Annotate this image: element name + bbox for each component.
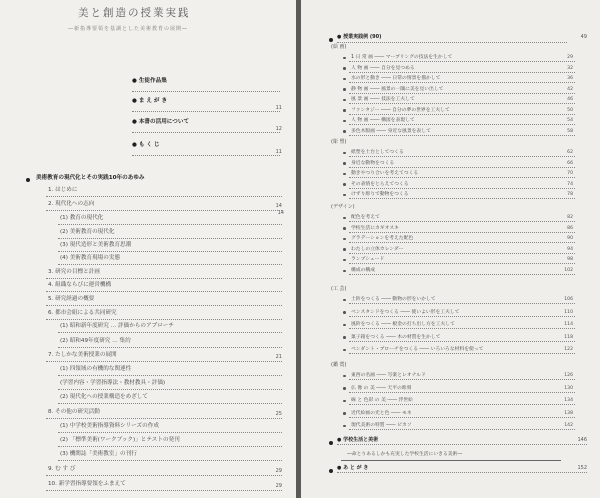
toc-entry-label: (4) 美術教育現場の実態	[60, 255, 121, 261]
bullet-dot	[343, 99, 346, 102]
leader-line	[58, 432, 282, 433]
toc-entry-label: (1) 中学校美術指導資料シリーズの作成	[60, 423, 159, 429]
bullet-dot	[343, 375, 346, 378]
bullet-dot	[343, 248, 346, 251]
leader-line	[46, 361, 282, 362]
toc-entry-page: 29	[275, 468, 282, 474]
bullet-dot	[343, 183, 346, 186]
bullet-dot	[343, 57, 346, 60]
toc-entry-label: 身近な動物をつくる	[351, 160, 395, 166]
bullet-dot	[26, 178, 30, 182]
leader-line	[349, 135, 575, 136]
right-page	[301, 0, 600, 498]
toc-entry-label: 静 物 画 ―― 風景の一隅に美を見い出して	[351, 86, 444, 92]
toc-entry-page: 29	[567, 55, 573, 60]
leader-line	[132, 91, 280, 92]
leader-line	[46, 291, 282, 292]
section-page: 152	[577, 465, 587, 471]
leader-line	[349, 93, 575, 94]
toc-entry-label: 風 景 画 ―― 技法を工夫して	[351, 97, 415, 102]
leader-line	[349, 72, 575, 73]
bullet-dot	[343, 130, 346, 133]
toc-entry-label: 水の形と動き ―― 日常の情景を描かして	[351, 76, 441, 81]
toc-group-label: (工 芸)	[331, 286, 347, 292]
toc-entry-label: 構成の構成	[351, 268, 375, 273]
leader-line	[337, 472, 587, 473]
bullet-dot	[343, 67, 346, 70]
toc-entry-label: (学習内容・学習指導法・教材教具・評価)	[60, 380, 166, 386]
front-entry-label: ● 生徒作品集	[132, 78, 167, 84]
leader-line	[46, 475, 282, 476]
toc-entry-label: その表情をとらえてつくる	[351, 181, 409, 187]
toc-entry-label: 4. 組織ならびに運営機構	[48, 282, 112, 288]
toc-entry-page: 98	[567, 257, 573, 263]
bullet-dot	[343, 387, 346, 390]
front-entry-page: 12	[275, 126, 282, 132]
toc-entry-page: 94	[567, 246, 573, 252]
section-heading: ● 授業実践例 (90)	[337, 34, 382, 40]
leader-line	[58, 238, 282, 239]
bullet-dot	[343, 78, 346, 81]
toc-entry-label: 風鈴をつくる ―― 板金の打ち出し方を工夫して	[351, 322, 455, 327]
bullet-dot	[329, 469, 333, 473]
toc-entry-label: (2) 昭和49年度研究 … 集約	[60, 338, 131, 344]
leader-line	[349, 263, 575, 264]
bullet-dot	[343, 217, 346, 220]
bullet-dot	[343, 425, 346, 428]
toc-entry-page: 66	[567, 160, 573, 166]
toc-entry-page: 106	[564, 297, 573, 302]
bullet-dot	[343, 336, 346, 339]
toc-entry-label: ペンダント・ブローチをつくる ―― いろいろな材料を使って	[351, 347, 484, 352]
toc-group-label: (彫 塑)	[331, 139, 347, 145]
toc-entry-label: 配色を考えて	[351, 215, 380, 220]
toc-entry-page: 90	[567, 236, 573, 242]
leader-line	[349, 156, 575, 157]
toc-entry-label: (2) 「標準美術(ワークブック)」とテストの発刊	[60, 437, 180, 443]
bullet-dot	[343, 259, 346, 262]
toc-entry-page: 36	[567, 76, 573, 81]
toc-entry-label: 紙塑を土台としてつくる	[351, 150, 404, 155]
leader-line	[349, 198, 575, 199]
toc-entry-page: 54	[567, 118, 573, 123]
toc-entry-page: 32	[567, 65, 573, 71]
toc-entry-label: 土鈴をつくる ―― 動物の形をいかして	[351, 297, 436, 302]
front-entry-page: 11	[275, 105, 282, 111]
leader-line	[58, 446, 282, 447]
leader-line	[58, 403, 282, 404]
toc-entry-label: グラデーションを考えた配色	[351, 236, 414, 242]
toc-group-label: (絵 画)	[331, 44, 347, 50]
leader-line	[132, 111, 280, 112]
leader-line	[46, 278, 282, 279]
bullet-dot	[343, 238, 346, 241]
toc-entry-page: 50	[567, 107, 573, 113]
toc-entry-label: ランプシェード	[351, 257, 385, 263]
toc-entry-label: (3) 機関誌「美術教室」の刊行	[60, 451, 137, 457]
toc-entry-page: 138	[564, 410, 573, 416]
leader-line	[349, 274, 575, 275]
toc-entry-label: 動きやつり合いを考えてつくる	[351, 171, 419, 177]
bullet-dot	[343, 227, 346, 230]
leader-line	[58, 332, 282, 333]
toc-entry-label: 5. 研究経過の概要	[48, 296, 95, 302]
section-page: 14	[277, 210, 284, 216]
leader-line	[46, 490, 282, 491]
toc-entry-label: 7. たしかな美術授業の展開	[48, 352, 117, 358]
toc-entry-label: 2. 現代化への志向	[48, 201, 95, 207]
leader-line	[349, 417, 575, 418]
toc-entry-page: 142	[564, 423, 573, 428]
toc-entry-label: 現代美術の特質 ―― ピカソ	[351, 423, 412, 428]
leader-line	[349, 404, 575, 405]
leader-line	[46, 418, 282, 419]
toc-entry-label: 6. 都市会組による共同研究	[48, 310, 117, 316]
bullet-dot	[343, 324, 346, 327]
toc-entry-page: 42	[567, 86, 573, 92]
front-entry-page: 11	[275, 149, 282, 155]
bullet-dot	[329, 38, 333, 42]
toc-entry-label: 菓子箱をつくる ―― 木の材質を生かして	[351, 334, 441, 340]
toc-entry-label: ファンタジー ―― 自分の夢の世界を工夫して	[351, 107, 450, 113]
toc-entry-page: 110	[564, 309, 573, 315]
toc-entry-page: 78	[567, 192, 573, 198]
toc-entry-page: 86	[567, 225, 573, 231]
leader-line	[58, 264, 282, 265]
bullet-dot	[343, 311, 346, 314]
left-page	[0, 0, 296, 498]
leader-line	[349, 429, 575, 430]
leader-line	[349, 114, 575, 115]
bullet-dot	[343, 152, 346, 155]
page-subtitle: ―新指導要領を基調とした美術教育の展開―	[68, 26, 189, 32]
front-entry-label: ● も く じ	[132, 142, 160, 148]
toc-entry-label: (1) 教育の現代化	[60, 215, 104, 221]
leader-line	[349, 253, 575, 254]
leader-line	[349, 221, 575, 222]
toc-entry-label: けずり彫りで動物をつくる	[351, 192, 409, 198]
toc-entry-label: 近代絵画の光と色 ―― モネ	[351, 410, 412, 416]
toc-entry-label: (2) 現代化への授業構造をめざして	[60, 394, 149, 400]
leader-line	[349, 242, 575, 243]
leader-line	[46, 196, 282, 197]
toc-entry-page: 134	[564, 398, 573, 403]
bullet-dot	[343, 120, 346, 123]
bullet-dot	[343, 349, 346, 352]
toc-entry-page: 58	[567, 128, 573, 134]
section-heading: ● 学校生活と美術	[337, 437, 379, 443]
bullet-dot	[343, 412, 346, 415]
toc-entry-label: 仏 像 の 美 ―― 天平の彫刻	[351, 385, 412, 391]
bullet-dot	[343, 162, 346, 165]
leader-line	[349, 103, 575, 104]
toc-entry-page: 21	[275, 354, 282, 360]
toc-entry-page: 126	[564, 373, 573, 378]
toc-entry-label: ペンスタンドをつくる ―― 使いよい形を工夫して	[351, 309, 460, 315]
toc-entry-label: 1 日 常 画 ―― マーブリングの技法を生かして	[351, 55, 453, 60]
toc-entry-page: 118	[564, 334, 573, 340]
bullet-dot	[343, 88, 346, 91]
leader-line	[349, 188, 575, 189]
leader-line	[349, 303, 575, 304]
leader-line	[349, 177, 575, 178]
toc-entry-label: (1) 昭和新年度研究 … 評価からのアプローチ	[60, 323, 174, 329]
toc-entry-label: (3) 現代造形と美術教育思潮	[60, 242, 132, 248]
bullet-dot	[343, 299, 346, 302]
leader-line	[349, 328, 575, 329]
leader-line	[132, 132, 280, 133]
section-page: 49	[580, 34, 587, 40]
toc-entry-label: (2) 美術教育の現代化	[60, 229, 115, 235]
leader-line	[349, 124, 575, 125]
leader-line	[349, 167, 575, 168]
toc-entry-page: 74	[567, 181, 573, 187]
front-entry-label: ● ま え が き	[132, 98, 168, 104]
page-title: 美と創造の授業実践	[78, 7, 191, 19]
toc-entry-page: 130	[564, 385, 573, 391]
leader-line	[46, 319, 282, 320]
leader-line	[349, 61, 575, 62]
toc-entry-label: わたしの立体カレンダー	[351, 246, 404, 252]
leader-line	[349, 82, 575, 83]
toc-entry-label: 8. その他の研究活動	[48, 409, 100, 415]
leader-line	[132, 155, 280, 156]
toc-group-label: (デザイン)	[331, 204, 355, 210]
rule-line	[341, 460, 561, 461]
toc-entry-page: 70	[567, 171, 573, 177]
toc-entry-page: 114	[564, 322, 573, 327]
toc-entry-page: 102	[564, 268, 573, 273]
toc-entry-label: 9. む す び	[48, 466, 76, 472]
toc-entry-page: 82	[567, 215, 573, 220]
leader-line	[349, 353, 575, 354]
toc-entry-page: 29	[275, 483, 282, 489]
toc-subtitle: ―命とりあるしかも充実した学校生活にいきる美術―	[347, 452, 463, 457]
toc-entry-label: 線 と 色彩 の 美 ―― 浮世絵	[351, 398, 413, 403]
bullet-dot	[343, 400, 346, 403]
leader-line	[337, 42, 567, 43]
toc-entry-label: 人 物 画 ―― 自分を見つめる	[351, 65, 415, 71]
toc-entry-label: 人 物 画 ―― 構図を表現して	[351, 118, 415, 123]
toc-group-label: (鑑 賞)	[331, 362, 347, 368]
toc-entry-label: 多色木版画 ―― 身近な風景を表して	[351, 128, 431, 134]
leader-line	[349, 232, 575, 233]
leader-line	[58, 251, 282, 252]
toc-entry-label: 東西の名画 ―― 写楽とレオナルド	[351, 373, 426, 378]
toc-entry-label: 3. 研究の目標と計画	[48, 269, 100, 275]
leader-line	[58, 389, 282, 390]
leader-line	[58, 375, 282, 376]
bullet-dot	[343, 270, 346, 273]
leader-line	[58, 347, 282, 348]
leader-line	[46, 210, 282, 211]
toc-entry-label: (1) 四領域の有機的な関連性	[60, 366, 132, 372]
toc-entry-label: 10. 新学習指導要領をふまえて	[48, 481, 126, 487]
toc-entry-page: 62	[567, 150, 573, 155]
leader-line	[349, 316, 575, 317]
leader-line	[349, 341, 575, 342]
toc-entry-page: 14	[275, 203, 282, 209]
front-entry-label: ● 本書の活用について	[132, 119, 190, 125]
bullet-dot	[343, 194, 346, 197]
leader-line	[349, 392, 575, 393]
toc-entry-label: 1. はじめに	[48, 187, 78, 193]
toc-entry-page: 25	[275, 411, 282, 417]
bullet-dot	[329, 441, 333, 445]
section-heading: ● あ と が き	[337, 465, 369, 471]
leader-line	[337, 444, 587, 445]
toc-entry-page: 122	[564, 347, 573, 352]
section-page: 146	[577, 437, 587, 443]
leader-line	[58, 460, 282, 461]
bullet-dot	[343, 109, 346, 112]
leader-line	[58, 224, 282, 225]
bullet-dot	[343, 173, 346, 176]
toc-entry-label: 学校生活にカギオスキ	[351, 225, 399, 231]
leader-line	[349, 379, 575, 380]
toc-entry-page: 46	[567, 97, 573, 102]
section-heading: 美術教育の現代化とその実践10年のあゆみ	[36, 175, 145, 181]
leader-line	[46, 305, 282, 306]
